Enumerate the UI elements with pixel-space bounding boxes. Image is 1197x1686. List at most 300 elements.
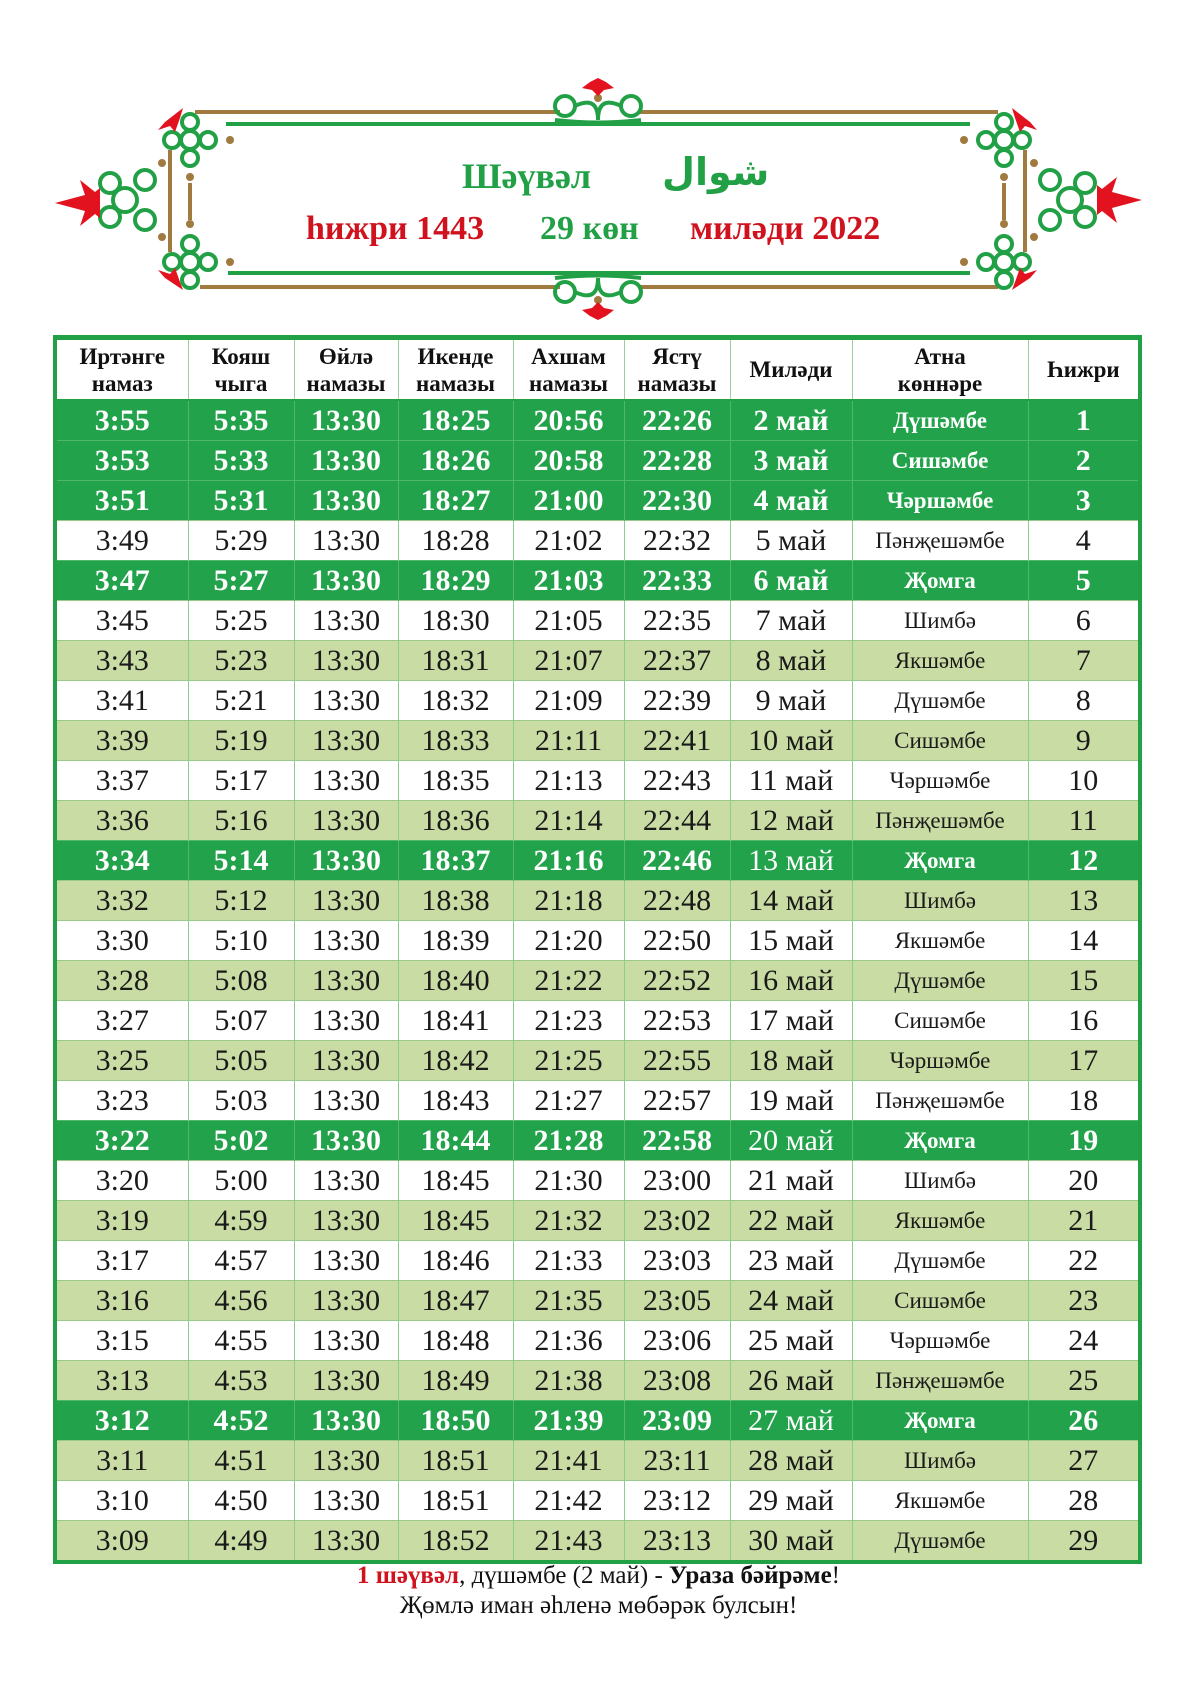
cell-morning: 3:41	[57, 681, 188, 721]
cell-morning: 3:10	[57, 1481, 188, 1521]
cell-night: 22:33	[624, 561, 730, 601]
cell-afternoon: 18:45	[398, 1201, 513, 1241]
cell-weekday: Дүшәмбе	[852, 1241, 1028, 1281]
cell-sunrise: 5:12	[188, 881, 294, 921]
cell-weekday: Дүшәмбе	[852, 961, 1028, 1001]
cell-noon: 13:30	[294, 841, 398, 881]
cell-miladi-date: 3 май	[730, 441, 852, 481]
cell-sunrise: 5:21	[188, 681, 294, 721]
cell-weekday: Пәнҗешәмбе	[852, 801, 1028, 841]
cell-evening: 21:33	[513, 1241, 624, 1281]
cell-sunrise: 5:31	[188, 481, 294, 521]
cell-weekday: Чәршәмбе	[852, 481, 1028, 521]
cell-night: 23:06	[624, 1321, 730, 1361]
table-row	[57, 601, 1138, 641]
table-row	[57, 641, 1138, 681]
column-header-morning	[57, 340, 188, 400]
table-row	[57, 1201, 1138, 1241]
cell-weekday: Чәршәмбе	[852, 1321, 1028, 1361]
column-header-line: Икенде	[417, 343, 494, 369]
cell-miladi-date: 23 май	[730, 1241, 852, 1281]
hijri-year: hижри 1443	[306, 210, 485, 247]
cell-hijri-day: 14	[1028, 921, 1138, 961]
cell-sunrise: 5:14	[188, 841, 294, 881]
cell-night: 22:37	[624, 641, 730, 681]
cell-weekday: Дүшәмбе	[852, 681, 1028, 721]
cell-sunrise: 5:03	[188, 1081, 294, 1121]
cell-morning: 3:45	[57, 601, 188, 641]
cell-morning: 3:39	[57, 721, 188, 761]
cell-afternoon: 18:49	[398, 1361, 513, 1401]
cell-noon: 13:30	[294, 561, 398, 601]
cell-morning: 3:22	[57, 1121, 188, 1161]
cell-noon: 13:30	[294, 961, 398, 1001]
cell-hijri-day: 21	[1028, 1201, 1138, 1241]
table-row	[57, 921, 1138, 961]
cell-noon: 13:30	[294, 801, 398, 841]
cell-sunrise: 5:33	[188, 441, 294, 481]
table-row	[57, 681, 1138, 721]
cell-evening: 21:02	[513, 521, 624, 561]
cell-hijri-day: 2	[1028, 441, 1138, 481]
cell-weekday: Якшәмбе	[852, 921, 1028, 961]
tulip-top-left	[158, 108, 183, 132]
cell-afternoon: 18:32	[398, 681, 513, 721]
column-header-weekday	[852, 340, 1028, 400]
cell-afternoon: 18:51	[398, 1441, 513, 1481]
cell-night: 22:46	[624, 841, 730, 881]
days-count: 29 көн	[540, 210, 639, 247]
cell-miladi-date: 4 май	[730, 481, 852, 521]
cell-afternoon: 18:40	[398, 961, 513, 1001]
cell-noon: 13:30	[294, 1241, 398, 1281]
column-header-line: Ястү	[652, 343, 702, 369]
cell-night: 22:26	[624, 400, 730, 441]
cell-morning: 3:20	[57, 1161, 188, 1201]
cell-afternoon: 18:33	[398, 721, 513, 761]
cell-hijri-day: 6	[1028, 601, 1138, 641]
cell-evening: 21:18	[513, 881, 624, 921]
footer-holiday: Ураза бәйрәме	[669, 1562, 832, 1589]
cell-miladi-date: 29 май	[730, 1481, 852, 1521]
cell-evening: 21:41	[513, 1441, 624, 1481]
table-row	[57, 801, 1138, 841]
cell-noon: 13:30	[294, 1361, 398, 1401]
cell-evening: 21:00	[513, 481, 624, 521]
footer-highlight: 1 шәүвәл	[356, 1562, 460, 1589]
cell-miladi-date: 8 май	[730, 641, 852, 681]
cell-morning: 3:11	[57, 1441, 188, 1481]
column-header-sunrise	[188, 340, 294, 400]
month-name-arabic: شوال	[662, 150, 770, 194]
footer-end: !	[831, 1562, 840, 1589]
cell-hijri-day: 7	[1028, 641, 1138, 681]
cell-afternoon: 18:27	[398, 481, 513, 521]
cell-noon: 13:30	[294, 761, 398, 801]
cell-afternoon: 18:50	[398, 1401, 513, 1441]
column-header-line: Миләди	[749, 357, 833, 382]
cell-morning: 3:47	[57, 561, 188, 601]
cell-weekday: Җомга	[852, 841, 1028, 881]
cell-weekday: Җомга	[852, 1401, 1028, 1441]
cell-hijri-day: 8	[1028, 681, 1138, 721]
cell-evening: 21:30	[513, 1161, 624, 1201]
column-header-noon	[294, 340, 398, 400]
column-header-miladi-date	[730, 340, 852, 400]
column-header-hijri-day	[1028, 340, 1138, 400]
cell-noon: 13:30	[294, 1121, 398, 1161]
cell-night: 22:48	[624, 881, 730, 921]
cell-night: 22:41	[624, 721, 730, 761]
cell-weekday: Якшәмбе	[852, 1481, 1028, 1521]
table-row	[57, 881, 1138, 921]
cell-hijri-day: 5	[1028, 561, 1138, 601]
cell-sunrise: 5:27	[188, 561, 294, 601]
cell-noon: 13:30	[294, 1161, 398, 1201]
cell-morning: 3:28	[57, 961, 188, 1001]
tulip-right	[1097, 177, 1142, 223]
cell-morning: 3:12	[57, 1401, 188, 1441]
table-row	[57, 761, 1138, 801]
cell-evening: 21:23	[513, 1001, 624, 1041]
cell-afternoon: 18:31	[398, 641, 513, 681]
cell-afternoon: 18:47	[398, 1281, 513, 1321]
cell-evening: 21:39	[513, 1401, 624, 1441]
table-header-row	[57, 340, 1138, 400]
cell-hijri-day: 15	[1028, 961, 1138, 1001]
cell-night: 23:00	[624, 1161, 730, 1201]
cell-night: 22:39	[624, 681, 730, 721]
table-row	[57, 961, 1138, 1001]
cell-hijri-day: 18	[1028, 1081, 1138, 1121]
column-header-line: көннәре	[897, 370, 983, 396]
cell-evening: 21:07	[513, 641, 624, 681]
cell-hijri-day: 27	[1028, 1441, 1138, 1481]
cell-evening: 21:03	[513, 561, 624, 601]
cell-morning: 3:55	[57, 400, 188, 441]
cell-night: 22:55	[624, 1041, 730, 1081]
cell-miladi-date: 30 май	[730, 1521, 852, 1561]
cell-night: 22:50	[624, 921, 730, 961]
cell-sunrise: 5:00	[188, 1161, 294, 1201]
cell-morning: 3:16	[57, 1281, 188, 1321]
cell-miladi-date: 28 май	[730, 1441, 852, 1481]
cell-evening: 21:42	[513, 1481, 624, 1521]
cell-afternoon: 18:45	[398, 1161, 513, 1201]
cell-morning: 3:23	[57, 1081, 188, 1121]
cell-noon: 13:30	[294, 441, 398, 481]
cell-noon: 13:30	[294, 1201, 398, 1241]
cell-sunrise: 4:51	[188, 1441, 294, 1481]
cell-noon: 13:30	[294, 481, 398, 521]
cell-night: 23:08	[624, 1361, 730, 1401]
cell-weekday: Сишәмбе	[852, 721, 1028, 761]
cell-noon: 13:30	[294, 1041, 398, 1081]
cell-miladi-date: 24 май	[730, 1281, 852, 1321]
cell-afternoon: 18:43	[398, 1081, 513, 1121]
cell-miladi-date: 14 май	[730, 881, 852, 921]
cell-evening: 21:32	[513, 1201, 624, 1241]
cell-sunrise: 4:55	[188, 1321, 294, 1361]
cell-morning: 3:32	[57, 881, 188, 921]
cell-miladi-date: 11 май	[730, 761, 852, 801]
cell-sunrise: 4:53	[188, 1361, 294, 1401]
cell-hijri-day: 19	[1028, 1121, 1138, 1161]
cell-hijri-day: 4	[1028, 521, 1138, 561]
column-header-line: чыга	[214, 370, 268, 396]
cell-hijri-day: 20	[1028, 1161, 1138, 1201]
cell-night: 23:12	[624, 1481, 730, 1521]
cell-weekday: Сишәмбе	[852, 1281, 1028, 1321]
cell-sunrise: 4:59	[188, 1201, 294, 1241]
prayer-times-table	[53, 335, 1142, 1564]
table-row	[57, 400, 1138, 441]
cell-night: 22:53	[624, 1001, 730, 1041]
column-header-line: Иртәнге	[79, 343, 165, 369]
cell-afternoon: 18:38	[398, 881, 513, 921]
cell-miladi-date: 20 май	[730, 1121, 852, 1161]
cell-miladi-date: 27 май	[730, 1401, 852, 1441]
cell-miladi-date: 5 май	[730, 521, 852, 561]
cell-evening: 21:22	[513, 961, 624, 1001]
table-row	[57, 1001, 1138, 1041]
cell-noon: 13:30	[294, 1281, 398, 1321]
cell-evening: 21:36	[513, 1321, 624, 1361]
cell-night: 22:52	[624, 961, 730, 1001]
cell-afternoon: 18:46	[398, 1241, 513, 1281]
cell-weekday: Шимбә	[852, 881, 1028, 921]
cell-hijri-day: 25	[1028, 1361, 1138, 1401]
cell-sunrise: 4:49	[188, 1521, 294, 1561]
cell-morning: 3:30	[57, 921, 188, 961]
cell-night: 23:11	[624, 1441, 730, 1481]
cell-afternoon: 18:25	[398, 400, 513, 441]
cell-sunrise: 4:56	[188, 1281, 294, 1321]
cell-weekday: Пәнҗешәмбе	[852, 1361, 1028, 1401]
cell-night: 23:02	[624, 1201, 730, 1241]
cell-afternoon: 18:26	[398, 441, 513, 481]
cell-miladi-date: 6 май	[730, 561, 852, 601]
cell-evening: 21:35	[513, 1281, 624, 1321]
footer-line-2: Җөмлә иман әһленә мөбәрәк булсын!	[399, 1592, 798, 1619]
column-header-line: Кояш	[211, 343, 271, 369]
cell-miladi-date: 19 май	[730, 1081, 852, 1121]
cell-sunrise: 4:50	[188, 1481, 294, 1521]
tulip-bottom-center	[582, 302, 614, 320]
cell-miladi-date: 13 май	[730, 841, 852, 881]
table-row	[57, 441, 1138, 481]
cell-noon: 13:30	[294, 1321, 398, 1361]
tulip-left	[55, 180, 100, 226]
column-header-line: Атна	[914, 343, 966, 369]
cell-hijri-day: 12	[1028, 841, 1138, 881]
cell-morning: 3:25	[57, 1041, 188, 1081]
cell-sunrise: 4:52	[188, 1401, 294, 1441]
cell-sunrise: 5:35	[188, 400, 294, 441]
cell-miladi-date: 15 май	[730, 921, 852, 961]
cell-weekday: Сишәмбе	[852, 441, 1028, 481]
cell-morning: 3:53	[57, 441, 188, 481]
cell-miladi-date: 22 май	[730, 1201, 852, 1241]
column-header-line: Ахшам	[531, 343, 606, 369]
cell-noon: 13:30	[294, 521, 398, 561]
cell-afternoon: 18:39	[398, 921, 513, 961]
cell-weekday: Якшәмбе	[852, 1201, 1028, 1241]
cell-weekday: Шимбә	[852, 601, 1028, 641]
column-header-line: Өйлә	[318, 343, 374, 369]
column-header-night	[624, 340, 730, 400]
table-row	[57, 561, 1138, 601]
cell-noon: 13:30	[294, 721, 398, 761]
cell-noon: 13:30	[294, 641, 398, 681]
cell-noon: 13:30	[294, 1521, 398, 1561]
cell-morning: 3:43	[57, 641, 188, 681]
table-row	[57, 1361, 1138, 1401]
cell-sunrise: 5:07	[188, 1001, 294, 1041]
cell-miladi-date: 10 май	[730, 721, 852, 761]
cell-night: 23:13	[624, 1521, 730, 1561]
cell-evening: 21:13	[513, 761, 624, 801]
cell-miladi-date: 25 май	[730, 1321, 852, 1361]
cell-evening: 20:58	[513, 441, 624, 481]
knot-ornament-left	[100, 170, 155, 230]
cell-sunrise: 5:29	[188, 521, 294, 561]
table-row	[57, 1281, 1138, 1321]
cell-weekday: Пәнҗешәмбе	[852, 1081, 1028, 1121]
cell-hijri-day: 23	[1028, 1281, 1138, 1321]
cell-hijri-day: 3	[1028, 481, 1138, 521]
cell-weekday: Шимбә	[852, 1161, 1028, 1201]
cell-night: 23:09	[624, 1401, 730, 1441]
cell-morning: 3:51	[57, 481, 188, 521]
cell-night: 23:05	[624, 1281, 730, 1321]
cell-morning: 3:34	[57, 841, 188, 881]
cell-night: 22:58	[624, 1121, 730, 1161]
cell-hijri-day: 9	[1028, 721, 1138, 761]
cell-afternoon: 18:48	[398, 1321, 513, 1361]
cell-morning: 3:19	[57, 1201, 188, 1241]
cell-hijri-day: 1	[1028, 400, 1138, 441]
cell-evening: 21:05	[513, 601, 624, 641]
table-row	[57, 1521, 1138, 1561]
cell-weekday: Җомга	[852, 1121, 1028, 1161]
cell-weekday: Дүшәмбе	[852, 1521, 1028, 1561]
cell-hijri-day: 13	[1028, 881, 1138, 921]
cell-evening: 20:56	[513, 400, 624, 441]
table-row	[57, 1321, 1138, 1361]
cell-miladi-date: 21 май	[730, 1161, 852, 1201]
table-row	[57, 1441, 1138, 1481]
table-row	[57, 1081, 1138, 1121]
cell-noon: 13:30	[294, 601, 398, 641]
column-header-evening	[513, 340, 624, 400]
ornamental-frame	[0, 0, 1197, 330]
cell-afternoon: 18:42	[398, 1041, 513, 1081]
cell-afternoon: 18:36	[398, 801, 513, 841]
month-name: Шәүвәл	[462, 156, 592, 196]
cell-night: 22:32	[624, 521, 730, 561]
cell-night: 22:35	[624, 601, 730, 641]
cell-miladi-date: 17 май	[730, 1001, 852, 1041]
cell-evening: 21:27	[513, 1081, 624, 1121]
cell-noon: 13:30	[294, 681, 398, 721]
cell-evening: 21:16	[513, 841, 624, 881]
cell-miladi-date: 16 май	[730, 961, 852, 1001]
cell-hijri-day: 11	[1028, 801, 1138, 841]
footer-middle: , дүшәмбе (2 май) -	[459, 1562, 670, 1589]
cell-sunrise: 5:10	[188, 921, 294, 961]
table-row	[57, 1041, 1138, 1081]
table-row	[57, 1121, 1138, 1161]
column-header-line: Һижри	[1046, 357, 1120, 382]
cell-morning: 3:09	[57, 1521, 188, 1561]
cell-evening: 21:09	[513, 681, 624, 721]
footer-line-1	[0, 1561, 1197, 1591]
cell-afternoon: 18:41	[398, 1001, 513, 1041]
cell-noon: 13:30	[294, 1081, 398, 1121]
cell-afternoon: 18:37	[398, 841, 513, 881]
cell-night: 22:30	[624, 481, 730, 521]
knot-ornament-right	[1040, 170, 1095, 230]
cell-evening: 21:25	[513, 1041, 624, 1081]
cell-weekday: Сишәмбе	[852, 1001, 1028, 1041]
cell-weekday: Чәршәмбе	[852, 1041, 1028, 1081]
cell-morning: 3:17	[57, 1241, 188, 1281]
column-header-line: намазы	[416, 370, 495, 396]
tulip-top-right	[1012, 108, 1037, 132]
cell-evening: 21:43	[513, 1521, 624, 1561]
cell-hijri-day: 24	[1028, 1321, 1138, 1361]
cell-afternoon: 18:52	[398, 1521, 513, 1561]
cell-sunrise: 5:02	[188, 1121, 294, 1161]
cell-noon: 13:30	[294, 400, 398, 441]
cell-night: 22:44	[624, 801, 730, 841]
cell-evening: 21:14	[513, 801, 624, 841]
table-row	[57, 521, 1138, 561]
cell-morning: 3:37	[57, 761, 188, 801]
cell-weekday: Якшәмбе	[852, 641, 1028, 681]
cell-evening: 21:38	[513, 1361, 624, 1401]
column-header-line: намазы	[529, 370, 608, 396]
cell-sunrise: 5:25	[188, 601, 294, 641]
table-row	[57, 1481, 1138, 1521]
cell-morning: 3:13	[57, 1361, 188, 1401]
cell-hijri-day: 22	[1028, 1241, 1138, 1281]
cell-hijri-day: 10	[1028, 761, 1138, 801]
cell-miladi-date: 18 май	[730, 1041, 852, 1081]
cell-sunrise: 4:57	[188, 1241, 294, 1281]
cell-noon: 13:30	[294, 1001, 398, 1041]
cell-hijri-day: 26	[1028, 1401, 1138, 1441]
table-body	[57, 400, 1138, 1560]
cell-morning: 3:15	[57, 1321, 188, 1361]
column-header-line: намазы	[306, 370, 386, 396]
cell-weekday: Чәршәмбе	[852, 761, 1028, 801]
cell-sunrise: 5:08	[188, 961, 294, 1001]
cell-sunrise: 5:23	[188, 641, 294, 681]
cell-morning: 3:49	[57, 521, 188, 561]
column-header-afternoon	[398, 340, 513, 400]
cell-noon: 13:30	[294, 1401, 398, 1441]
table-row	[57, 1161, 1138, 1201]
table-row	[57, 721, 1138, 761]
cell-noon: 13:30	[294, 881, 398, 921]
cell-weekday: Шимбә	[852, 1441, 1028, 1481]
table-row	[57, 841, 1138, 881]
cell-hijri-day: 16	[1028, 1001, 1138, 1041]
cell-night: 22:57	[624, 1081, 730, 1121]
table-row	[57, 1241, 1138, 1281]
